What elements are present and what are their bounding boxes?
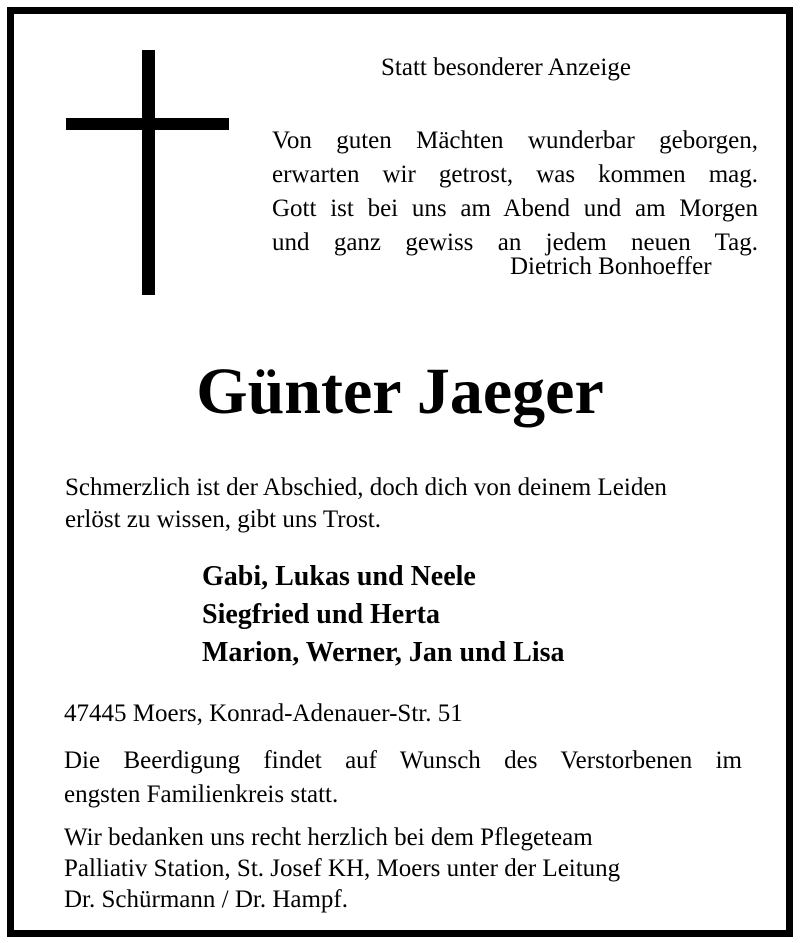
family-name: Gabi, Lukas und Neele [202, 561, 476, 592]
address: 47445 Moers, Konrad-Adenauer-Str. 51 [64, 700, 463, 727]
poem-line: Gott ist bei uns am Abend und am Morgen [272, 195, 758, 222]
farewell-line: Schmerzlich ist der Abschied, doch dich von deinem Leiden [65, 474, 667, 501]
funeral-info [64, 744, 742, 812]
funeral-line: Die Beerdigung findet auf Wunsch des Verstorbenen im [64, 747, 742, 774]
poem-line: Von guten Mächten wunderbar geborgen, [272, 127, 758, 154]
poem [272, 124, 758, 260]
farewell-line: erlöst zu wissen, gibt uns Trost. [65, 506, 382, 533]
thanks-line: Dr. Schürmann / Dr. Hampf. [64, 886, 348, 913]
thanks-line: Wir bedanken uns recht herzlich bei dem Pflegeteam [64, 824, 593, 851]
notice-heading: Statt besonderer Anzeige [381, 54, 631, 81]
family-name: Siegfried und Herta [202, 599, 440, 630]
thanks-line: Palliativ Station, St. Josef KH, Moers unter der Leitung [64, 855, 621, 882]
poem-line: erwarten wir getrost, was kommen mag. [272, 161, 758, 188]
thanks-text [64, 822, 620, 915]
family-name: Marion, Werner, Jan und Lisa [202, 637, 565, 668]
cross-icon-beam [66, 118, 229, 130]
deceased-name: Günter Jaeger [196, 355, 604, 428]
farewell-text [65, 472, 755, 536]
funeral-line: engsten Familienkreis statt. [64, 781, 339, 808]
cross-icon [142, 50, 155, 295]
family-names [202, 558, 565, 672]
poem-line: und ganz gewiss an jedem neuen Tag. [272, 229, 758, 256]
poem-author: Dietrich Bonhoeffer [510, 253, 712, 280]
